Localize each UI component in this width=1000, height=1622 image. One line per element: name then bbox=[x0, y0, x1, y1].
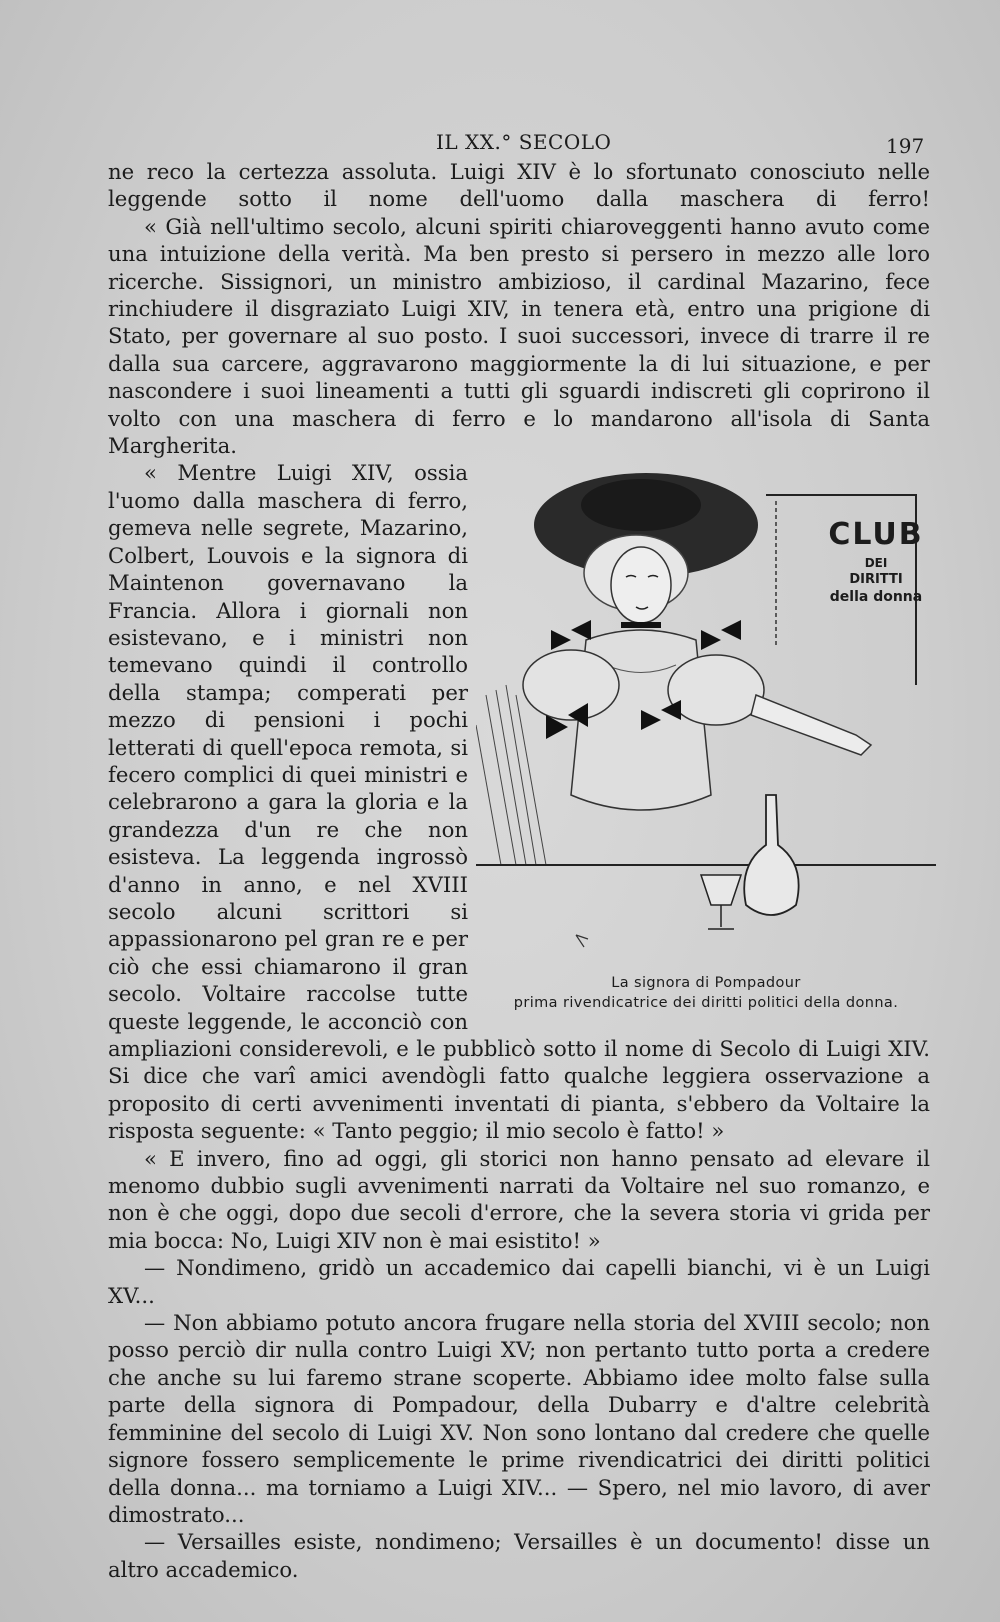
club-sign bbox=[816, 515, 936, 606]
paragraph-6: — Non abbiamo potuto ancora frugare nella storia del XVIII secolo; non posso perciò dir nulla contro Luigi XV; non pertanto tutto porta a credere che anche su lui faremo strane scoperte. Abbiamo idee molto false sulla parte della signora di Pompadour, della Dubarry e d'altre celebrità femminine del secolo di Luigi XV. Non sono lontano dal credere che quelle signore fossero semplicemente le prime rivendicatrici dei diritti politici della donna... ma torniamo a Luigi XIV... — Spero, nel mio lavoro, di aver dimostrato... bbox=[108, 1310, 930, 1527]
club-sign-title: CLUB bbox=[828, 517, 924, 553]
running-title: IL XX.° SECOLO bbox=[436, 130, 612, 154]
illustration-caption bbox=[476, 973, 936, 1013]
club-sign-line2: DEI bbox=[864, 556, 888, 571]
body-text bbox=[108, 158, 930, 1583]
page-number: 197 bbox=[886, 134, 925, 158]
paragraph-1: ne reco la certezza assoluta. Luigi XIV è lo sfortunato conosciuto nelle leggende sotto il nome dell'uomo dalla maschera di ferro! bbox=[108, 159, 930, 212]
club-sign-line3: DIRITTI bbox=[849, 572, 903, 588]
club-sign-line4: della donna bbox=[829, 589, 923, 606]
caption-line-1: La signora di Pompadour bbox=[611, 975, 801, 992]
paragraph-7: — Versailles esiste, nondimeno; Versailles è un documento! disse un altro accademico. bbox=[108, 1529, 930, 1582]
illustration-pompadour bbox=[476, 465, 936, 1023]
paragraph-5: — Nondimeno, gridò un accademico dai capelli bianchi, vi è un Luigi XV... bbox=[108, 1255, 930, 1308]
page-header bbox=[0, 130, 1000, 160]
paragraph-2: « Già nell'ultimo secolo, alcuni spiriti chiaroveggenti hanno avuto come una intuizione della verità. Ma ben presto si persero in mezzo alle loro ricerche. Sissignori, un ministro ambizioso, il cardinal Mazarino, fece rinchiudere il disgraziato Luigi XIV, in tenera età, entro una prigione di Stato, per governare al suo posto. I suoi successori, invece di trarre il re dalla sua carcere, aggravarono maggiormente la di lui situazione, e per nascondere i suoi lineamenti a tutti gli sguardi indiscreti gli coprirono il volto con una maschera di ferro e lo mandarono all'isola di Santa Margherita. bbox=[108, 213, 930, 459]
caption-line-2: prima rivendicatrice dei diritti politici della donna. bbox=[513, 995, 899, 1012]
paragraph-4: « E invero, fino ad oggi, gli storici non hanno pensato ad elevare il menomo dubbio sugli avvenimenti narrati da Voltaire nel suo romanzo, e non è che oggi, dopo due secoli d'errore, che la severa storia vi grida per mia bocca: No, Luigi XIV non è mai esistito! » bbox=[108, 1145, 930, 1253]
paragraph-3: « Mentre Luigi XIV, ossia l'uomo dalla maschera di ferro, gemeva nelle segrete, Mazarino, Colbert, Louvois e la signora di Maintenon governavano la Francia. Allora i giornali non esistevano, e i ministri non temevano quindi il controllo della stampa; comperati per mezzo di pensioni i pochi letterati di quell'epoca remota, si fecero complici di quei ministri e celebrarono a gara la gloria e la grandezza d'un re che non esisteva. La leggenda ingrossò d'anno in anno, e nel XVIII secolo alcuni scrittori si appassionarono pel gran re e per ciò che essi chiamarono il gran secolo. Voltaire raccolse tutte queste leggende, le acconciò con ampliazioni considerevoli, e le pubblicò sotto il nome di Secolo di Luigi XIV. Si dice che varî amici avendògli fatto qualche leggiera osservazione a proposito di certi avvenimenti inventati di pianta, s'ebbero da Voltaire la risposta seguente: « Tanto peggio; il mio secolo è fatto! » bbox=[108, 460, 930, 1144]
